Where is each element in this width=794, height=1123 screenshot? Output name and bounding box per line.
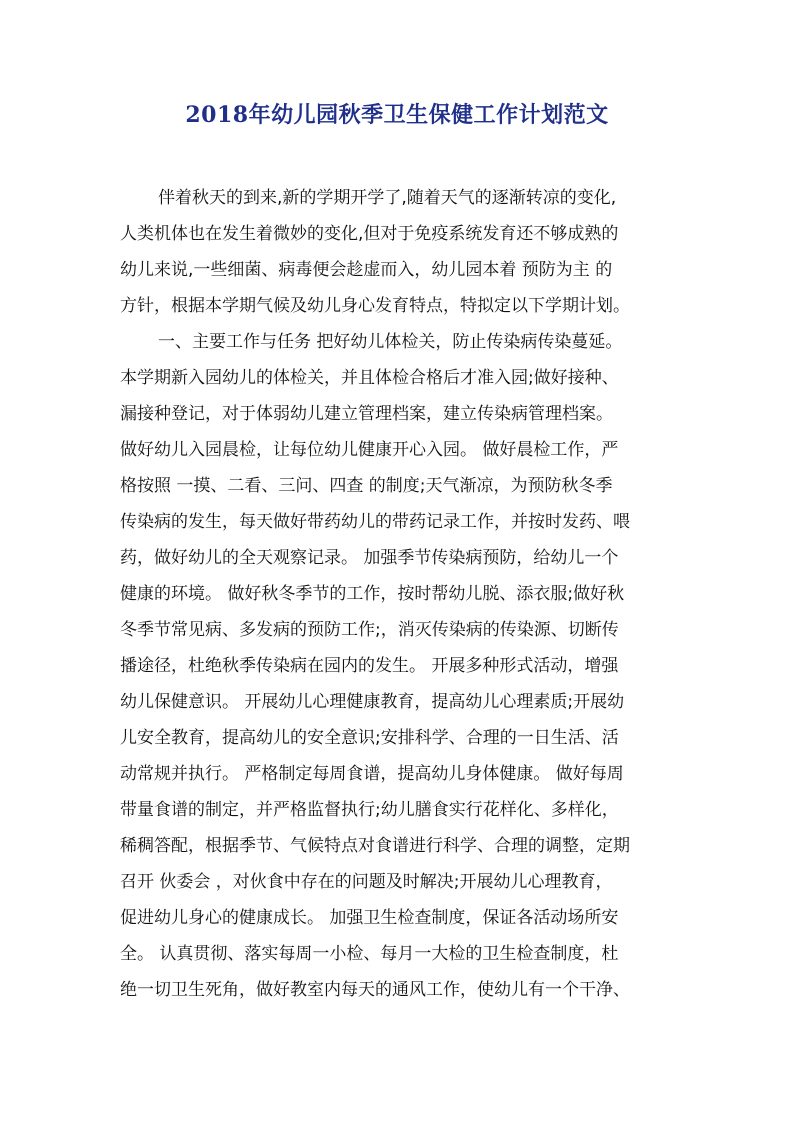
body-line: 动常规并执行。 严格制定每周食谱，提高幼儿身体健康。 做好每周 [120,764,624,784]
body-line: 健康的环境。 做好秋冬季节的工作，按时帮幼儿脱、添衣服;做好秋 [120,584,625,604]
body-line: 传染病的发生，每天做好带药幼儿的带药记录工作，并按时发药、喂 [120,512,630,532]
body-line: 播途径，杜绝秋季传染病在园内的发生。 开展多种形式活动，增强 [120,656,619,676]
body-line: 冬季节常见病、多发病的预防工作;，消灭传染病的传染源、切断传 [120,620,619,640]
body-line: 绝一切卫生死角，做好教室内每天的通风工作，使幼儿有一个干净、 [120,980,630,1000]
body-line: 人类机体也在发生着微妙的变化,但对于免疫系统发育还不够成熟的 [120,224,619,244]
body-line: 一、主要工作与任务 把好幼儿体检关，防止传染病传染蔓延。 [158,332,623,352]
body-line: 儿安全教育，提高幼儿的安全意识;安排科学、合理的一日生活、活 [120,728,619,748]
body-line: 促进幼儿身心的健康成长。 加强卫生检查制度，保证各活动场所安 [120,908,619,928]
body-line: 做好幼儿入园晨检，让每位幼儿健康开心入园。 做好晨检工作，严 [120,440,619,460]
body-line: 幼儿来说,一些细菌、病毒便会趁虚而入，幼儿园本着 预防为主 的 [120,260,613,280]
body-line: 漏接种登记，对于体弱幼儿建立管理档案，建立传染病管理档案。 [120,404,613,424]
body-line: 全。 认真贯彻、落实每周一小检、每月一大检的卫生检查制度，杜 [120,944,619,964]
body-line: 药，做好幼儿的全天观察记录。 加强季节传染病预防，给幼儿一个 [120,548,619,568]
document-title: 2018年幼儿园秋季卫生保健工作计划范文 [185,102,609,128]
body-line: 本学期新入园幼儿的体检关，并且体检合格后才准入园;做好接种、 [120,368,619,388]
body-line: 召开 伙委会 ，对伙食中存在的问题及时解决;开展幼儿心理教育， [120,872,613,892]
body-line: 方针，根据本学期气候及幼儿身心发育特点，特拟定以下学期计划。 [120,296,630,316]
body-line: 伴着秋天的到来,新的学期开学了,随着天气的逐渐转凉的变化, [158,188,617,208]
body-line: 幼儿保健意识。 开展幼儿心理健康教育，提高幼儿心理素质;开展幼 [120,692,625,712]
body-line: 稀稠答配，根据季节、气候特点对食谱进行科学、合理的调整，定期 [120,836,630,856]
document-body [120,180,680,1008]
body-line: 带量食谱的制定，并严格监督执行;幼儿膳食实行花样化、多样化， [120,800,619,820]
body-line: 格按照 一摸、二看、三问、四查 的制度;天气渐凉，为预防秋冬季 [120,476,613,496]
